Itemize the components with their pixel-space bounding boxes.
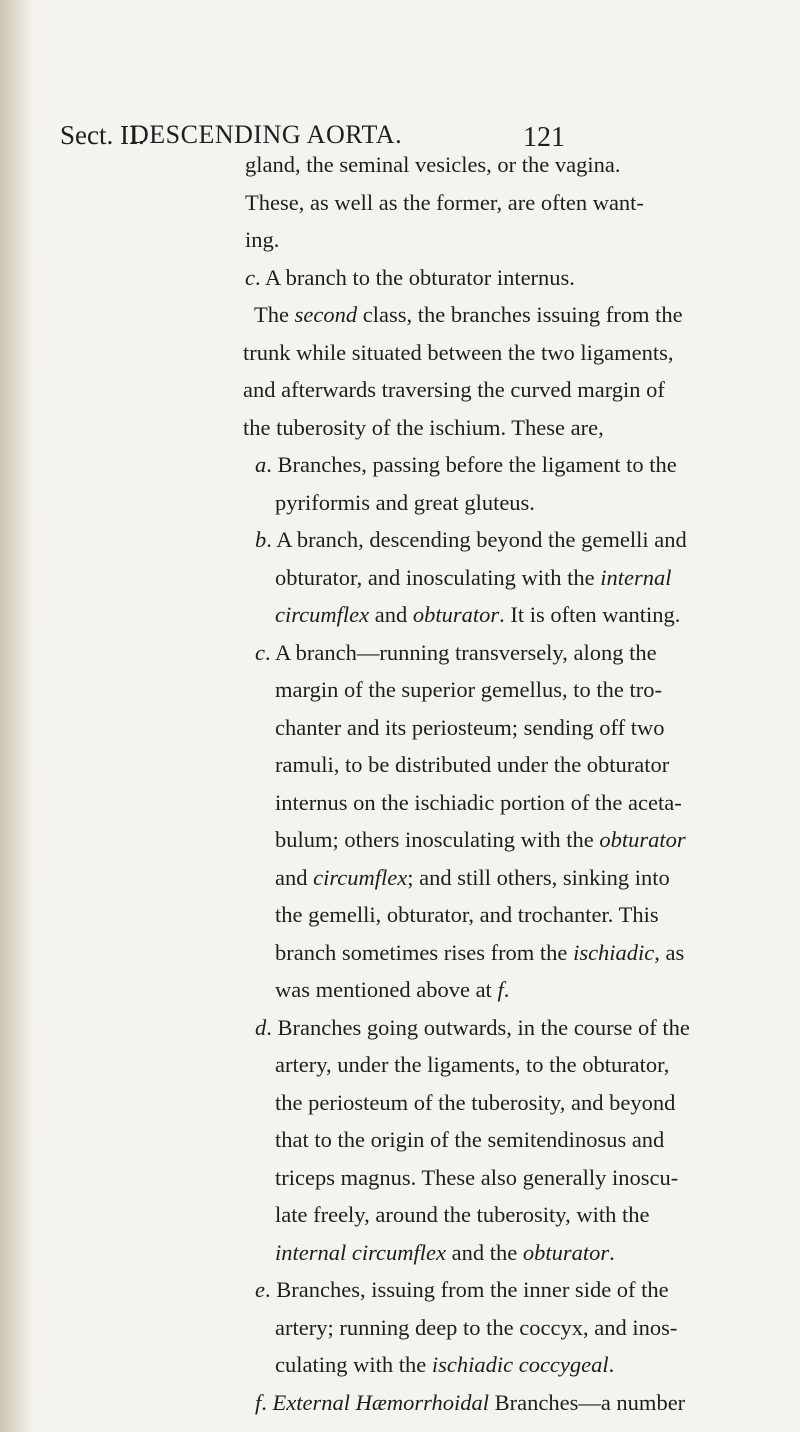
text-run: class, the branches issuing from the <box>357 302 683 327</box>
text-run: trunk while situated between the two ligaments, <box>243 339 674 365</box>
italic-text: b <box>255 527 267 552</box>
italic-text: e <box>255 1277 265 1302</box>
text-run: margin of the superior gemellus, to the tro- <box>275 677 662 702</box>
text-line <box>275 489 535 517</box>
text-line <box>245 226 279 254</box>
text-line <box>275 1239 615 1267</box>
italic-text: c <box>255 639 265 665</box>
text-run: . Branches, passing before the ligament to the <box>266 452 677 477</box>
text-run: pyriformis and great gluteus. <box>275 489 535 515</box>
text-line <box>243 339 674 367</box>
text-run: These, as well as the former, are often want- <box>245 189 644 215</box>
text-run: and the <box>446 1239 523 1265</box>
text-run: artery; running deep to the coccyx, and inos- <box>275 1314 678 1340</box>
italic-text: circumflex <box>313 864 408 890</box>
text-run: . It is often wanting. <box>499 602 681 627</box>
text-line <box>245 264 575 292</box>
italic-text: second <box>294 302 358 327</box>
text-run: . Branches, issuing from the inner side of the <box>265 1277 669 1302</box>
text-line <box>275 1351 614 1379</box>
text-run: ; and still others, sinking into <box>407 864 670 890</box>
text-line <box>255 1276 669 1304</box>
text-line <box>243 414 604 442</box>
text-run: culating with the <box>275 1352 432 1377</box>
text-run: was mentioned above at <box>275 977 498 1002</box>
text-line <box>275 976 509 1004</box>
text-line <box>275 939 684 967</box>
text-line <box>275 751 669 779</box>
text-line <box>275 601 680 629</box>
section-label: Sect. II. <box>60 120 145 150</box>
text-line <box>275 1126 664 1154</box>
text-run: and <box>275 864 314 890</box>
italic-text: d <box>255 1014 267 1040</box>
text-run: . <box>608 1352 615 1377</box>
text-run: The <box>254 302 295 327</box>
italic-text: internal circumflex <box>275 1239 446 1265</box>
italic-text: f <box>255 1389 262 1415</box>
text-run: . <box>609 1239 615 1265</box>
text-line <box>243 376 665 404</box>
text-line <box>255 526 687 554</box>
italic-text: obturator <box>522 1239 610 1265</box>
text-line <box>254 301 683 329</box>
text-run: ramuli, to be distributed under the obturator <box>275 752 670 777</box>
text-line <box>275 714 665 742</box>
text-run: branch sometimes rises from the <box>275 939 574 965</box>
text-run: and afterwards traversing the curved margin of <box>243 377 665 402</box>
text-line <box>255 1014 690 1042</box>
italic-text: obturator <box>412 602 500 627</box>
text-run: . <box>261 1389 273 1415</box>
text-line <box>275 1089 675 1117</box>
text-line <box>255 1389 685 1417</box>
italic-text: obturator <box>599 827 686 852</box>
text-line <box>275 676 662 704</box>
text-run: the gemelli, obturator, and trochanter. This <box>275 902 659 927</box>
text-line <box>275 864 670 892</box>
text-run: artery, under the ligaments, to the obturator, <box>275 1052 670 1077</box>
text-line <box>255 451 677 479</box>
text-line <box>275 1164 678 1192</box>
text-run: gland, the seminal vesicles, or the vagina. <box>245 152 621 177</box>
italic-text: a <box>255 452 267 477</box>
text-run: . A branch, descending beyond the gemelli and <box>266 527 687 552</box>
italic-text: ischiadic <box>573 939 655 965</box>
italic-text: f <box>497 977 504 1002</box>
italic-text: c <box>245 264 255 290</box>
text-run: obturator, and inosculating with the <box>275 564 601 590</box>
text-run: triceps magnus. These also generally inoscu- <box>275 1164 679 1190</box>
text-run: . A branch—running transversely, along the <box>265 639 657 665</box>
text-run: . A branch to the obturator internus. <box>255 264 575 290</box>
italic-text: circumflex <box>275 602 370 627</box>
text-run: and <box>369 602 413 627</box>
text-run: , as <box>654 939 685 965</box>
italic-text: internal <box>600 564 672 590</box>
running-header <box>60 20 580 153</box>
text-run: that to the origin of the semitendinosus and <box>275 1127 665 1152</box>
text-run: Branches—a number <box>488 1389 686 1415</box>
running-title: DESCENDING AORTA. <box>130 120 403 149</box>
text-line <box>245 189 644 217</box>
text-run: ing. <box>245 227 280 252</box>
text-run: late freely, around the tuberosity, with the <box>275 1202 650 1227</box>
text-line <box>255 639 657 667</box>
text-run: the periosteum of the tuberosity, and beyond <box>275 1089 676 1115</box>
text-line <box>245 151 621 179</box>
page-number: 121 <box>523 122 565 153</box>
text-run: bulum; others inosculating with the <box>275 827 600 852</box>
text-line <box>275 901 659 929</box>
text-line <box>275 1051 669 1079</box>
italic-text: ischiadic coccygeal <box>431 1352 609 1377</box>
text-line <box>275 564 672 592</box>
text-run: . Branches going outwards, in the course of the <box>266 1014 690 1040</box>
italic-text: External Hæmorrhoidal <box>272 1389 489 1415</box>
text-run: the tuberosity of the ischium. These are, <box>243 414 604 440</box>
text-run: . <box>503 977 510 1002</box>
text-run: chanter and its periosteum; sending off two <box>275 714 665 740</box>
text-line <box>275 1314 677 1342</box>
text-line <box>275 1201 649 1229</box>
text-line <box>275 789 682 817</box>
text-line <box>275 826 686 854</box>
text-run: internus on the ischiadic portion of the aceta- <box>275 789 682 815</box>
